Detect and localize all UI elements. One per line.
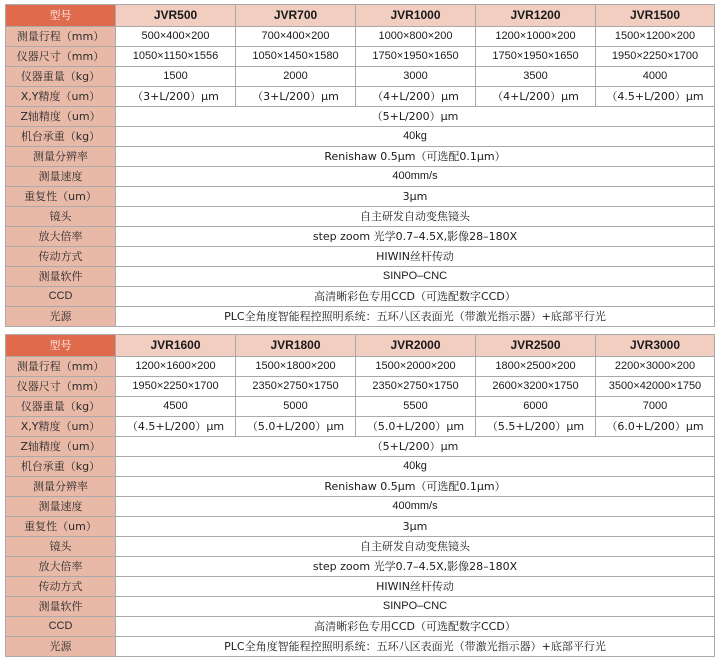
weight-cell: 2000 — [236, 67, 356, 87]
drive-cell: HIWIN丝杆传动 — [116, 577, 715, 597]
travel-cell: 1800×2500×200 — [476, 357, 596, 377]
travel-cell: 700×400×200 — [236, 27, 356, 47]
model-cell: JVR2000 — [356, 335, 476, 357]
row-label-speed: 测量速度 — [6, 497, 116, 517]
row-label-software: 测量软件 — [6, 597, 116, 617]
row-label-software: 测量软件 — [6, 267, 116, 287]
travel-cell: 1200×1600×200 — [116, 357, 236, 377]
light-cell: PLC全角度智能程控照明系统：五环八区表面光（带激光指示器）+底部平行光 — [116, 307, 715, 327]
weight-cell: 3000 — [356, 67, 476, 87]
row-label-repeatability: 重复性（um） — [6, 517, 116, 537]
model-cell: JVR2500 — [476, 335, 596, 357]
table-row — [6, 247, 715, 267]
xy-accuracy-cell: （5.0+L/200）μm — [236, 417, 356, 437]
light-cell: PLC全角度智能程控照明系统：五环八区表面光（带激光指示器）+底部平行光 — [116, 637, 715, 657]
table-row — [6, 107, 715, 127]
table-row — [6, 417, 715, 437]
row-label-travel: 测量行程（mm） — [6, 357, 116, 377]
table-row — [6, 537, 715, 557]
table-row — [6, 67, 715, 87]
table-row — [6, 437, 715, 457]
row-label-drive: 传动方式 — [6, 577, 116, 597]
lens-cell: 自主研发自动变焦镜头 — [116, 537, 715, 557]
table-row — [6, 577, 715, 597]
weight-cell: 4500 — [116, 397, 236, 417]
load-cell: 40kg — [116, 457, 715, 477]
table-row — [6, 227, 715, 247]
dimensions-cell: 1050×1450×1580 — [236, 47, 356, 67]
dimensions-cell: 1950×2250×1700 — [596, 47, 715, 67]
table-row — [6, 147, 715, 167]
dimensions-cell: 2600×3200×1750 — [476, 377, 596, 397]
spec-table-2 — [5, 334, 715, 657]
xy-accuracy-cell: （4+L/200）μm — [356, 87, 476, 107]
table-row — [6, 127, 715, 147]
ccd-cell: 高清晰彩色专用CCD（可选配数字CCD） — [116, 287, 715, 307]
travel-cell: 500×400×200 — [116, 27, 236, 47]
table-row — [6, 477, 715, 497]
load-cell: 40kg — [116, 127, 715, 147]
row-label-magnification: 放大倍率 — [6, 227, 116, 247]
row-label-z-accuracy: Z轴精度（um） — [6, 437, 116, 457]
table-row — [6, 307, 715, 327]
row-label-resolution: 测量分辨率 — [6, 147, 116, 167]
xy-accuracy-cell: （4.5+L/200）μm — [596, 87, 715, 107]
row-label-model: 型号 — [6, 335, 116, 357]
travel-cell: 1500×1800×200 — [236, 357, 356, 377]
xy-accuracy-cell: （5.5+L/200）μm — [476, 417, 596, 437]
magnification-cell: step zoom 光学0.7–4.5X,影像28–180X — [116, 227, 715, 247]
row-label-xy-accuracy: X,Y精度（um） — [6, 417, 116, 437]
model-cell: JVR1500 — [596, 5, 715, 27]
speed-cell: 400mm/s — [116, 497, 715, 517]
z-accuracy-cell: （5+L/200）μm — [116, 107, 715, 127]
row-label-light: 光源 — [6, 307, 116, 327]
table-row — [6, 335, 715, 357]
table-row — [6, 357, 715, 377]
dimensions-cell: 2350×2750×1750 — [356, 377, 476, 397]
weight-cell: 6000 — [476, 397, 596, 417]
row-label-ccd: CCD — [6, 617, 116, 637]
table-row — [6, 497, 715, 517]
xy-accuracy-cell: （4.5+L/200）μm — [116, 417, 236, 437]
table-row — [6, 287, 715, 307]
drive-cell: HIWIN丝杆传动 — [116, 247, 715, 267]
row-label-resolution: 测量分辨率 — [6, 477, 116, 497]
weight-cell: 3500 — [476, 67, 596, 87]
model-cell: JVR1600 — [116, 335, 236, 357]
dimensions-cell: 1050×1150×1556 — [116, 47, 236, 67]
row-label-lens: 镜头 — [6, 207, 116, 227]
model-cell: JVR3000 — [596, 335, 715, 357]
row-label-lens: 镜头 — [6, 537, 116, 557]
row-label-weight: 仪器重量（kg） — [6, 67, 116, 87]
lens-cell: 自主研发自动变焦镜头 — [116, 207, 715, 227]
travel-cell: 1500×2000×200 — [356, 357, 476, 377]
table-row — [6, 597, 715, 617]
row-label-repeatability: 重复性（um） — [6, 187, 116, 207]
row-label-dimensions: 仪器尺寸（mm） — [6, 47, 116, 67]
table-row — [6, 397, 715, 417]
xy-accuracy-cell: （5.0+L/200）μm — [356, 417, 476, 437]
row-label-load: 机台承重（kg） — [6, 127, 116, 147]
table-row — [6, 27, 715, 47]
xy-accuracy-cell: （6.0+L/200）μm — [596, 417, 715, 437]
row-label-magnification: 放大倍率 — [6, 557, 116, 577]
weight-cell: 5500 — [356, 397, 476, 417]
row-label-dimensions: 仪器尺寸（mm） — [6, 377, 116, 397]
model-cell: JVR1800 — [236, 335, 356, 357]
ccd-cell: 高清晰彩色专用CCD（可选配数字CCD） — [116, 617, 715, 637]
magnification-cell: step zoom 光学0.7–4.5X,影像28–180X — [116, 557, 715, 577]
table-row — [6, 167, 715, 187]
row-label-drive: 传动方式 — [6, 247, 116, 267]
row-label-model: 型号 — [6, 5, 116, 27]
dimensions-cell: 1750×1950×1650 — [356, 47, 476, 67]
table-row — [6, 457, 715, 477]
dimensions-cell: 1750×1950×1650 — [476, 47, 596, 67]
weight-cell: 1500 — [116, 67, 236, 87]
model-cell: JVR1200 — [476, 5, 596, 27]
travel-cell: 1200×1000×200 — [476, 27, 596, 47]
weight-cell: 4000 — [596, 67, 715, 87]
speed-cell: 400mm/s — [116, 167, 715, 187]
travel-cell: 1500×1200×200 — [596, 27, 715, 47]
table-row — [6, 517, 715, 537]
software-cell: SINPO–CNC — [116, 597, 715, 617]
row-label-z-accuracy: Z轴精度（um） — [6, 107, 116, 127]
xy-accuracy-cell: （4+L/200）μm — [476, 87, 596, 107]
dimensions-cell: 3500×42000×1750 — [596, 377, 715, 397]
travel-cell: 1000×800×200 — [356, 27, 476, 47]
table-row — [6, 47, 715, 67]
weight-cell: 5000 — [236, 397, 356, 417]
software-cell: SINPO–CNC — [116, 267, 715, 287]
table-row — [6, 87, 715, 107]
spec-table-1 — [5, 4, 715, 327]
table-row — [6, 267, 715, 287]
row-label-load: 机台承重（kg） — [6, 457, 116, 477]
table-row — [6, 637, 715, 657]
row-label-speed: 测量速度 — [6, 167, 116, 187]
travel-cell: 2200×3000×200 — [596, 357, 715, 377]
table-row — [6, 377, 715, 397]
row-label-travel: 测量行程（mm） — [6, 27, 116, 47]
resolution-cell: Renishaw 0.5μm（可选配0.1μm） — [116, 147, 715, 167]
table-row — [6, 557, 715, 577]
dimensions-cell: 1950×2250×1700 — [116, 377, 236, 397]
xy-accuracy-cell: （3+L/200）μm — [116, 87, 236, 107]
repeatability-cell: 3μm — [116, 187, 715, 207]
model-cell: JVR500 — [116, 5, 236, 27]
table-row — [6, 617, 715, 637]
model-cell: JVR1000 — [356, 5, 476, 27]
xy-accuracy-cell: （3+L/200）μm — [236, 87, 356, 107]
table-row — [6, 207, 715, 227]
resolution-cell: Renishaw 0.5μm（可选配0.1μm） — [116, 477, 715, 497]
weight-cell: 7000 — [596, 397, 715, 417]
repeatability-cell: 3μm — [116, 517, 715, 537]
row-label-xy-accuracy: X,Y精度（um） — [6, 87, 116, 107]
row-label-weight: 仪器重量（kg） — [6, 397, 116, 417]
row-label-ccd: CCD — [6, 287, 116, 307]
dimensions-cell: 2350×2750×1750 — [236, 377, 356, 397]
table-row — [6, 187, 715, 207]
table-row — [6, 5, 715, 27]
model-cell: JVR700 — [236, 5, 356, 27]
row-label-light: 光源 — [6, 637, 116, 657]
z-accuracy-cell: （5+L/200）μm — [116, 437, 715, 457]
